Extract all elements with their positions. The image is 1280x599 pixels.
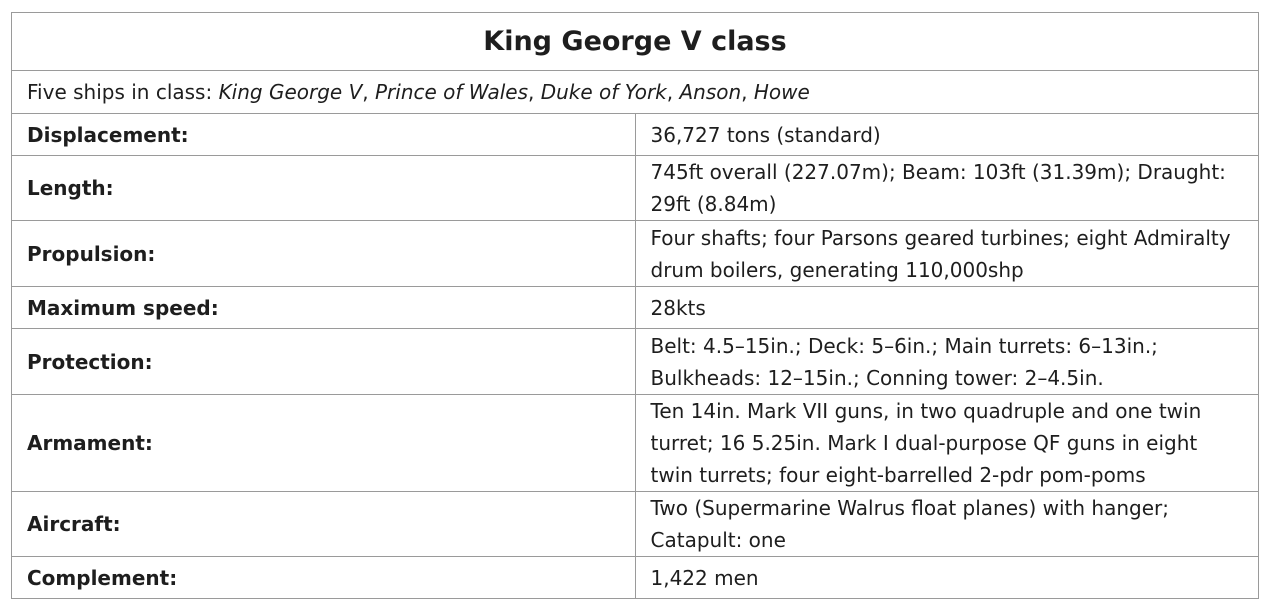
row-value: 28kts [635,287,1259,329]
table-row [12,114,1259,156]
row-label: Aircraft: [12,492,636,557]
row-value: Ten 14in. Mark VII guns, in two quadruple and one twin turret; 16 5.25in. Mark I dual-purpose QF guns in eight twin turrets; four eight-barrelled 2-pdr pom-poms [635,395,1259,492]
table-row [12,156,1259,221]
table-row [12,221,1259,287]
row-value: 36,727 tons (standard) [635,114,1259,156]
table-row [12,395,1259,492]
row-label: Armament: [12,395,636,492]
table-row [12,492,1259,557]
row-label: Length: [12,156,636,221]
table-row [12,557,1259,599]
row-label: Propulsion: [12,221,636,287]
row-value: Belt: 4.5–15in.; Deck: 5–6in.; Main turrets: 6–13in.; Bulkheads: 12–15in.; Conning tower: 2–4.5in. [635,329,1259,395]
ship-name: Duke of York [540,80,667,104]
row-label: Protection: [12,329,636,395]
row-value: Two (Supermarine Walrus float planes) with hanger; Catapult: one [635,492,1259,557]
ship-name: King George V [218,80,363,104]
row-value: 745ft overall (227.07m); Beam: 103ft (31.39m); Draught: 29ft (8.84m) [635,156,1259,221]
ship-name: Prince of Wales [374,80,529,104]
table-row [12,287,1259,329]
spec-table-container [11,12,1259,599]
row-label: Maximum speed: [12,287,636,329]
table-title: King George V class [12,13,1259,71]
row-value: Four shafts; four Parsons geared turbines; eight Admiralty drum boilers, generating 110,000shp [635,221,1259,287]
table-row [12,329,1259,395]
ship-name: Howe [753,80,810,104]
row-value: 1,422 men [635,557,1259,599]
ships-prefix: Five ships in class: [27,80,219,104]
row-label: Complement: [12,557,636,599]
ships-row [12,71,1259,114]
ship-name: Anson [679,80,742,104]
ships-in-class: Five ships in class: King George V, Prince of Wales, Duke of York, Anson, Howe [12,71,1259,114]
row-label: Displacement: [12,114,636,156]
spec-table [11,12,1259,599]
title-row [12,13,1259,71]
